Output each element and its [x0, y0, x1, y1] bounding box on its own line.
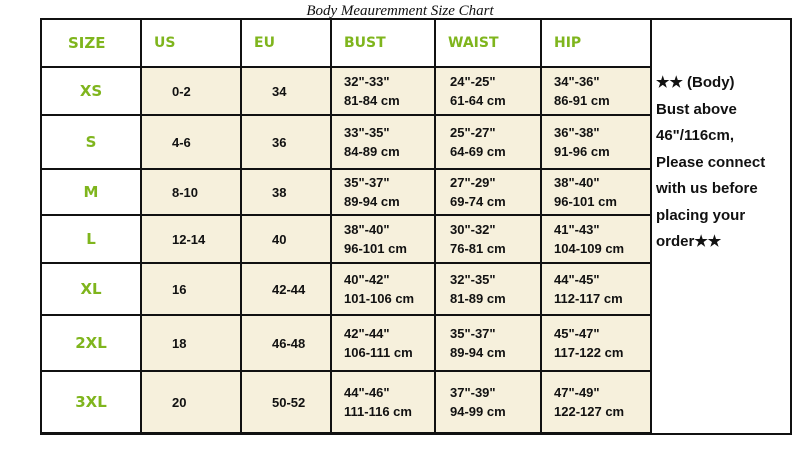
hip-cm: 117-122 cm [554, 345, 624, 360]
waist-inches: 27"-29" [450, 175, 496, 190]
waist-value [435, 263, 541, 315]
header-row [41, 19, 651, 67]
waist-value [435, 371, 541, 433]
waist-value [435, 115, 541, 169]
hip-value [541, 315, 651, 371]
bust-inches: 40"-42" [344, 272, 390, 287]
bust-inches: 44"-46" [344, 385, 390, 400]
bust-inches: 42"-44" [344, 326, 390, 341]
waist-cm: 69-74 cm [450, 194, 506, 209]
hip-inches: 38"-40" [554, 175, 600, 190]
hip-cm: 122-127 cm [554, 404, 625, 419]
hip-value [541, 67, 651, 115]
hip-inches: 45"-47" [554, 326, 600, 341]
header-eu: EU [241, 19, 331, 67]
waist-cm: 94-99 cm [450, 404, 506, 419]
us-size: 8-10 [141, 169, 241, 215]
hip-inches: 44"-45" [554, 272, 600, 287]
eu-size: 34 [241, 67, 331, 115]
size-label: 3XL [41, 371, 141, 433]
bust-cm: 106-111 cm [344, 345, 413, 360]
note-line: Bust above [656, 100, 737, 118]
bust-value [331, 115, 435, 169]
size-row [41, 215, 651, 263]
hip-cm: 86-91 cm [554, 93, 610, 108]
us-size: 4-6 [141, 115, 241, 169]
bust-cm: 81-84 cm [344, 93, 400, 108]
note-line: ★★ (Body) [656, 74, 735, 91]
header-hip: HIP [541, 19, 651, 67]
note-line: Please connect [656, 153, 766, 171]
us-size: 18 [141, 315, 241, 371]
hip-value [541, 371, 651, 433]
waist-value [435, 169, 541, 215]
bust-cm: 101-106 cm [344, 291, 415, 306]
bust-inches: 33"-35" [344, 125, 390, 140]
header-size: SIZE [41, 19, 141, 67]
size-chart-body [41, 19, 651, 433]
note-line: 46"/116cm, [656, 127, 735, 144]
hip-value [541, 215, 651, 263]
size-label: L [41, 215, 141, 263]
hip-cm: 96-101 cm [554, 194, 617, 209]
eu-size: 40 [241, 215, 331, 263]
bust-value [331, 67, 435, 115]
hip-inches: 36"-38" [554, 125, 600, 140]
bust-cm: 84-89 cm [344, 144, 400, 159]
bust-value [331, 315, 435, 371]
hip-value [541, 115, 651, 169]
size-label: S [41, 115, 141, 169]
bust-inches: 38"-40" [344, 222, 390, 237]
waist-cm: 64-69 cm [450, 144, 506, 159]
eu-size: 50-52 [241, 371, 331, 433]
hip-cm: 112-117 cm [554, 291, 623, 306]
size-row [41, 263, 651, 315]
size-label: M [41, 169, 141, 215]
waist-inches: 30"-32" [450, 222, 496, 237]
waist-inches: 35"-37" [450, 326, 496, 341]
bust-note [656, 70, 786, 256]
hip-inches: 34"-36" [554, 74, 600, 89]
size-row [41, 67, 651, 115]
waist-cm: 76-81 cm [450, 241, 506, 256]
bust-value [331, 215, 435, 263]
header-us: US [141, 19, 241, 67]
waist-value [435, 215, 541, 263]
us-size: 20 [141, 371, 241, 433]
header-bust: BUST [331, 19, 435, 67]
waist-cm: 89-94 cm [450, 345, 506, 360]
hip-cm: 104-109 cm [554, 241, 625, 256]
note-line: order★★ [656, 233, 722, 250]
size-row [41, 371, 651, 433]
bust-value [331, 169, 435, 215]
bust-value [331, 263, 435, 315]
bust-cm: 96-101 cm [344, 241, 407, 256]
size-label: 2XL [41, 315, 141, 371]
size-row [41, 169, 651, 215]
note-line: with us before [656, 180, 758, 197]
hip-inches: 41"-43" [554, 222, 600, 237]
eu-size: 46-48 [241, 315, 331, 371]
bust-cm: 89-94 cm [344, 194, 400, 209]
waist-cm: 81-89 cm [450, 291, 506, 306]
bust-cm: 111-116 cm [344, 404, 412, 419]
waist-value [435, 315, 541, 371]
waist-value [435, 67, 541, 115]
chart-title: Body Meauremment Size Chart [306, 3, 494, 19]
hip-cm: 91-96 cm [554, 144, 610, 159]
bust-inches: 35"-37" [344, 175, 390, 190]
us-size: 0-2 [141, 67, 241, 115]
header-waist: WAIST [435, 19, 541, 67]
size-chart-table [40, 18, 652, 434]
size-row [41, 315, 651, 371]
size-label: XL [41, 263, 141, 315]
hip-inches: 47"-49" [554, 385, 600, 400]
size-row [41, 115, 651, 169]
waist-inches: 25"-27" [450, 125, 496, 140]
bust-value [331, 371, 435, 433]
eu-size: 42-44 [241, 263, 331, 315]
eu-size: 38 [241, 169, 331, 215]
us-size: 16 [141, 263, 241, 315]
waist-cm: 61-64 cm [450, 93, 506, 108]
size-label: XS [41, 67, 141, 115]
waist-inches: 24"-25" [450, 74, 496, 89]
bust-inches: 32"-33" [344, 74, 390, 89]
hip-value [541, 263, 651, 315]
note-line: placing your [656, 206, 746, 224]
us-size: 12-14 [141, 215, 241, 263]
eu-size: 36 [241, 115, 331, 169]
waist-inches: 32"-35" [450, 272, 496, 287]
hip-value [541, 169, 651, 215]
waist-inches: 37"-39" [450, 385, 496, 400]
